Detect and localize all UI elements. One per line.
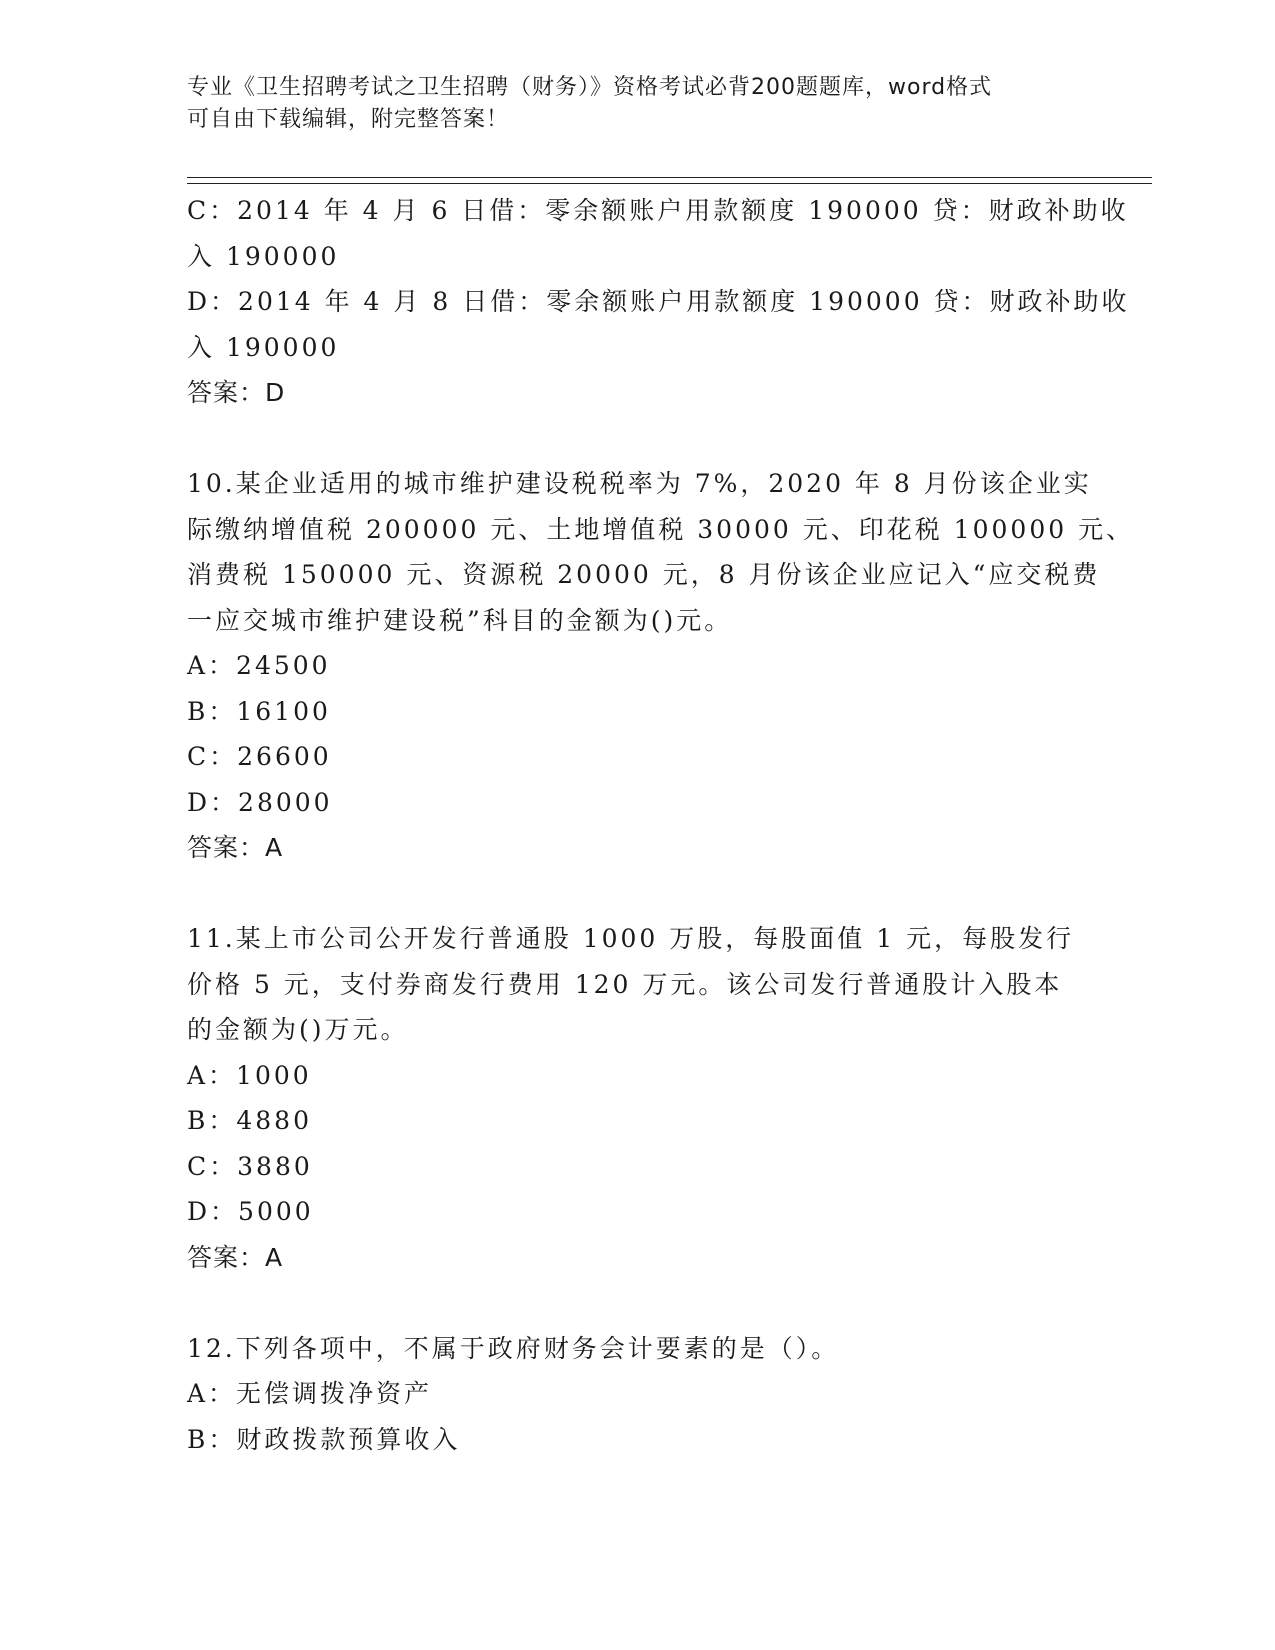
q10-option-a: A：24500 [187,651,331,680]
q9-answer: 答案：D [187,378,286,407]
q11-option-d: D：5000 [187,1197,314,1226]
spacer [187,871,1067,917]
q10-stem-line-4: 一应交城市维护建设税”科目的金额为()元。 [187,605,733,635]
spacer [187,1280,1067,1326]
document-header [187,72,1067,136]
q11-stem-line-2: 价格 5 元，支付券商发行费用 120 万元。该公司发行普通股计入股本 [187,969,1063,999]
q10-option-b: B：16100 [187,696,331,726]
q11-answer: 答案：A [187,1242,284,1272]
q11-stem-line-1: 11.某上市公司公开发行普通股 1000 万股，每股面值 1 元，每股发行 [187,924,1075,953]
q12-option-b: B：财政拨款预算收入 [187,1424,461,1454]
q9-option-d-line-1: D：2014 年 4 月 8 日借：零余额账户用款额度 190000 贷：财政补助收 [187,287,1130,316]
question-10 [187,461,1135,871]
q12-stem-line-1: 12.下列各项中，不属于政府财务会计要素的是（）。 [187,1333,840,1363]
header-title-line-1: 专业《卫生招聘考试之卫生招聘（财务）》资格考试必背200题题库，word格式 [187,75,993,100]
q11-option-b: B：4880 [187,1106,312,1135]
q11-option-a: A：1000 [187,1060,312,1090]
q9-option-c-line-1: C：2014 年 4 月 6 日借：零余额账户用款额度 190000 贷：财政补助收 [187,196,1129,225]
q9-option-c-line-2: 入 190000 [187,241,340,271]
q10-answer: 答案：A [187,833,284,862]
header-rule-bottom [187,183,1152,184]
q11-option-c: C：3880 [187,1151,313,1181]
q10-option-d: D：28000 [187,787,333,817]
header-title-line-2: 可自由下载编辑，附完整答案！ [187,107,510,132]
q9-option-d-line-2: 入 190000 [187,332,340,362]
header-rule-top [187,177,1152,178]
spacer [187,416,1067,462]
q10-stem-line-2: 际缴纳增值税 200000 元、土地增值税 30000 元、印花税 100000 元、 [187,514,1135,544]
q10-stem-line-1: 10.某企业适用的城市维护建设税税率为 7%，2020 年 8 月份该企业实 [187,469,1092,498]
q10-option-c: C：26600 [187,742,332,771]
question-9-tail [187,188,1130,416]
q10-stem-line-3: 消费税 150000 元、资源税 20000 元，8 月份该企业应记入“应交税费 [187,560,1101,589]
question-content [187,188,1135,1462]
question-11 [187,916,1075,1280]
question-12 [187,1326,1067,1463]
q11-stem-line-3: 的金额为()万元。 [187,1015,409,1044]
q12-option-a: A：无偿调拨净资产 [187,1379,433,1408]
